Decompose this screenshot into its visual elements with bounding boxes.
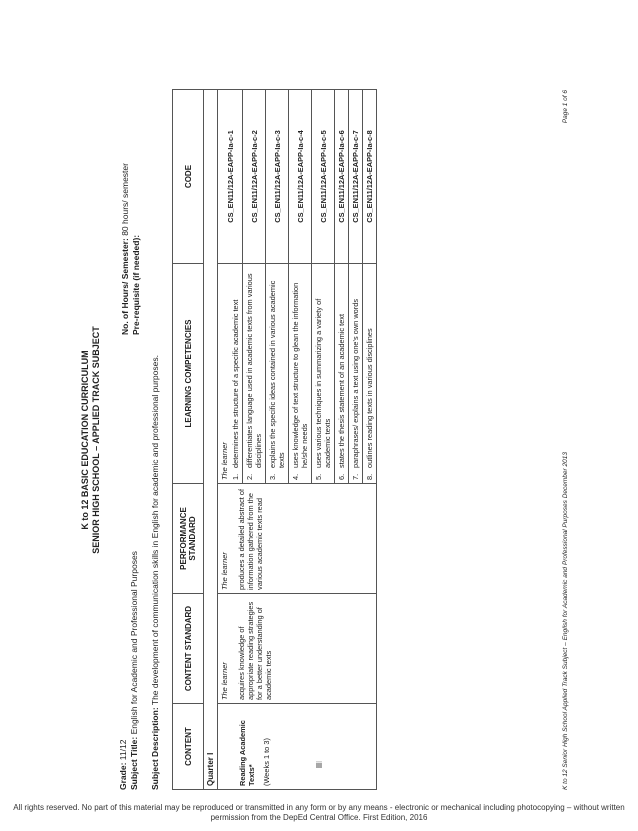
- description-label: Subject Description:: [150, 707, 160, 790]
- quarter-row: [204, 90, 218, 790]
- hours-value: 80 hours/ semester: [120, 163, 130, 236]
- competency-cell: [312, 264, 335, 484]
- competency-cell: [289, 264, 312, 484]
- col-learning-competencies: LEARNING COMPETENCIES: [173, 264, 204, 484]
- footer-right: Page 1 of 6: [562, 90, 569, 124]
- competency-text: differentiates language used in academic texts from various disciplines: [245, 273, 263, 468]
- code-cell: CS_EN11/12A-EAPP-Ia-c-3: [266, 90, 289, 264]
- competency-cell: [243, 264, 266, 484]
- content-standard-text: acquires knowledge of appropriate reading strategies for a better understanding of academic texts: [237, 601, 273, 700]
- performance-standard-cell: [218, 484, 377, 594]
- page-number: iii: [316, 760, 322, 770]
- document-header: [80, 90, 102, 790]
- code-cell: CS_EN11/12A-EAPP-Ia-c-7: [349, 90, 363, 264]
- description-value: The development of communication skills in English for academic and professional purposes.: [150, 355, 160, 706]
- competency-number: 8.: [365, 473, 374, 480]
- competency-text: explains the specific ideas contained in various academic texts: [268, 280, 286, 468]
- hours-line: [120, 163, 131, 335]
- table-header-row: [173, 90, 204, 790]
- description-line: [150, 355, 161, 790]
- rights-notice: All rights reserved. No part of this material may be reproduced or transmitted in any form or by any means - electronic or mechanical including photocopying – without written permission from the DepEd Central Office. First Edition, 2016: [13, 803, 625, 822]
- competency-text: uses various techniques in summarizing a variety of academic texts: [314, 298, 332, 468]
- quarter-label: Quarter I: [204, 90, 218, 790]
- competency-text: paraphrases/ explains a text using one's own words: [351, 298, 360, 468]
- code-cell: CS_EN11/12A-EAPP-Ia-c-6: [335, 90, 349, 264]
- col-code: CODE: [173, 90, 204, 264]
- content-cell: [218, 704, 377, 790]
- competency-learner: The learner: [220, 442, 229, 480]
- content-weeks: (Weeks 1 to 3): [262, 738, 271, 786]
- col-performance-standard: PERFORMANCE STANDARD: [173, 484, 204, 594]
- code-cell: CS_EN11/12A-EAPP-Ia-c-8: [363, 90, 377, 264]
- competency-cell: [266, 264, 289, 484]
- competency-text: uses knowledge of text structure to glean the information he/she needs: [291, 282, 309, 468]
- competency-number: 5.: [314, 473, 323, 480]
- competency-text: outlines reading texts in various disciplines: [365, 328, 374, 468]
- content-title: Reading Academic Texts*: [238, 720, 256, 786]
- code-cell: CS_EN11/12A-EAPP-Ia-c-5: [312, 90, 335, 264]
- performance-standard-text: produces a detailed abstract of information gathered from the various academic texts read: [237, 488, 264, 590]
- subject-value: English for Academic and Professional Purposes: [129, 551, 139, 735]
- competency-cell: [349, 264, 363, 484]
- rotated-page: [80, 90, 575, 790]
- header-line-1: K to 12 BASIC EDUCATION CURRICULUM: [80, 350, 90, 530]
- col-content: CONTENT: [173, 704, 204, 790]
- content-standard-learner: The learner: [220, 662, 229, 700]
- grade-value: 11/12: [118, 739, 128, 761]
- subject-line: [129, 551, 140, 790]
- competency-cell: [335, 264, 349, 484]
- prereq-line: [131, 235, 142, 335]
- curriculum-table: [172, 89, 377, 790]
- table-row: [218, 90, 243, 790]
- footer-left: K to 12 Senior High School Applied Track Subject – English for Academic and Professional Purposes December 2013: [562, 452, 569, 790]
- content-standard-cell: [218, 594, 377, 704]
- competency-cell: [363, 264, 377, 484]
- competency-cell: [218, 264, 243, 484]
- code-cell: CS_EN11/12A-EAPP-Ia-c-4: [289, 90, 312, 264]
- grade-label: Grade:: [118, 762, 128, 790]
- subject-label: Subject Title:: [129, 736, 139, 790]
- competency-text: states the thesis statement of an academic text: [337, 313, 346, 468]
- performance-standard-learner: The learner: [220, 552, 229, 590]
- prereq-label: Pre-requisite (if needed):: [131, 234, 141, 335]
- competency-text: determines the structure of a specific academic text: [231, 299, 240, 468]
- competency-number: 6.: [337, 473, 346, 480]
- header-line-2: SENIOR HIGH SCHOOL – APPLIED TRACK SUBJECT: [91, 326, 101, 554]
- competency-number: 2.: [245, 473, 254, 480]
- competency-number: 3.: [268, 473, 277, 480]
- competency-number: 1.: [231, 473, 240, 480]
- competency-number: 7.: [351, 473, 360, 480]
- col-content-standard: CONTENT STANDARD: [173, 594, 204, 704]
- competency-number: 4.: [291, 473, 300, 480]
- hours-label: No. of Hours/ Semester:: [120, 238, 130, 335]
- code-cell: CS_EN11/12A-EAPP-Ia-c-2: [243, 90, 266, 264]
- code-cell: CS_EN11/12A-EAPP-Ia-c-1: [218, 90, 243, 264]
